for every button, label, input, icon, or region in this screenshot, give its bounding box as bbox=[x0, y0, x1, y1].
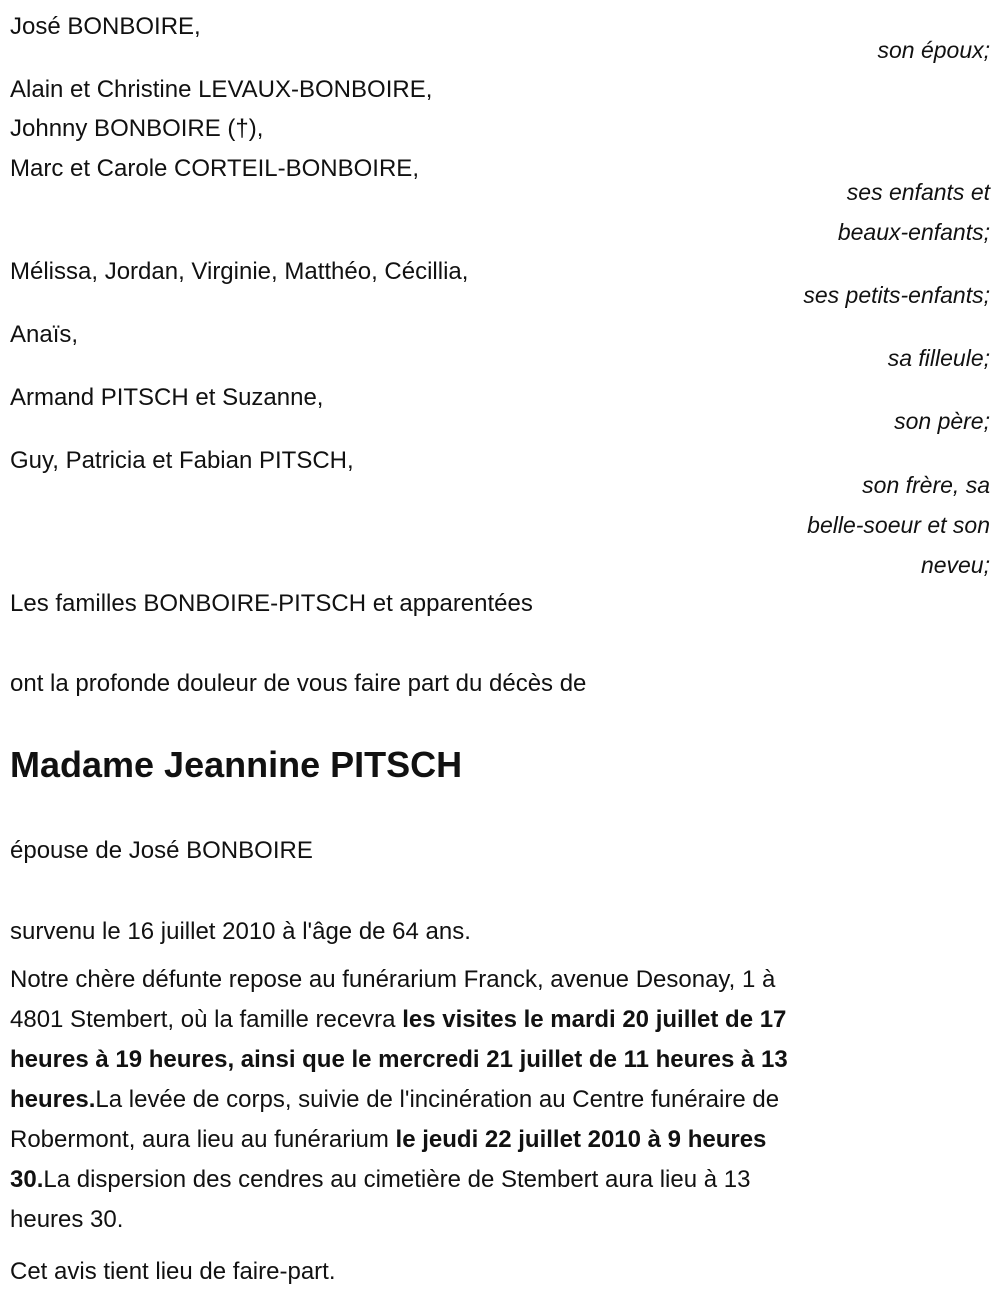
family-relation: ses petits-enfants; bbox=[803, 282, 990, 308]
family-name: Marc et Carole CORTEIL-BONBOIRE, bbox=[10, 155, 419, 182]
family-name: Armand PITSCH et Suzanne, bbox=[10, 384, 324, 411]
details-text: La dispersion des cendres au cimetière de Stembert aura lieu à 13 bbox=[43, 1166, 751, 1193]
details-text: La levée de corps, suivie de l'incinération au Centre funéraire de bbox=[95, 1086, 780, 1113]
families-line: Les familles BONBOIRE-PITSCH et apparentées bbox=[10, 590, 533, 617]
family-relation: son père; bbox=[894, 408, 990, 434]
details-line bbox=[10, 960, 775, 1000]
family-relation: ses enfants et bbox=[846, 179, 990, 205]
details-bold: le jeudi 22 juillet 2010 à 9 heures bbox=[395, 1126, 767, 1153]
details-bold: les visites le mardi 20 juillet de 17 bbox=[402, 1006, 787, 1033]
details-line bbox=[10, 1040, 788, 1080]
deceased-name: Madame Jeannine PITSCH bbox=[10, 744, 463, 785]
family-relation: belle-soeur et son bbox=[807, 512, 990, 538]
details-text: Notre chère défunte repose au funérarium Franck, avenue Desonay, 1 à bbox=[10, 966, 776, 993]
family-relation: son frère, sa bbox=[862, 472, 990, 498]
family-relation: son époux; bbox=[877, 37, 990, 63]
details-bold: heures. bbox=[10, 1086, 96, 1113]
announcement: ont la profonde douleur de vous faire part du décès de bbox=[10, 670, 587, 697]
details-line bbox=[10, 1160, 750, 1200]
details-text: 4801 Stembert, où la famille recevra bbox=[10, 1006, 403, 1033]
details-line bbox=[10, 1120, 766, 1160]
family-name: José BONBOIRE, bbox=[10, 13, 201, 40]
details-text: Robermont, aura lieu au funérarium bbox=[10, 1126, 396, 1153]
family-name: Guy, Patricia et Fabian PITSCH, bbox=[10, 447, 354, 474]
details-line bbox=[10, 1000, 786, 1040]
family-name: Johnny BONBOIRE (†), bbox=[10, 115, 264, 142]
details-line bbox=[10, 1080, 779, 1120]
closing-line: Cet avis tient lieu de faire-part. bbox=[10, 1258, 336, 1285]
death-line: survenu le 16 juillet 2010 à l'âge de 64 ans. bbox=[10, 918, 471, 945]
details-bold: 30. bbox=[10, 1166, 44, 1193]
family-relation: sa filleule; bbox=[887, 345, 990, 371]
details-text: heures 30. bbox=[10, 1206, 124, 1233]
family-relation: beaux-enfants; bbox=[837, 219, 990, 245]
details-bold: heures à 19 heures, ainsi que le mercredi 21 juillet de 11 heures à 13 bbox=[10, 1046, 788, 1073]
family-name: Mélissa, Jordan, Virginie, Matthéo, Cécillia, bbox=[10, 258, 469, 285]
family-name: Anaïs, bbox=[10, 321, 79, 348]
details-line bbox=[10, 1200, 123, 1240]
family-name: Alain et Christine LEVAUX-BONBOIRE, bbox=[10, 76, 433, 103]
family-relation: neveu; bbox=[920, 552, 990, 578]
spouse-line: épouse de José BONBOIRE bbox=[10, 837, 313, 864]
